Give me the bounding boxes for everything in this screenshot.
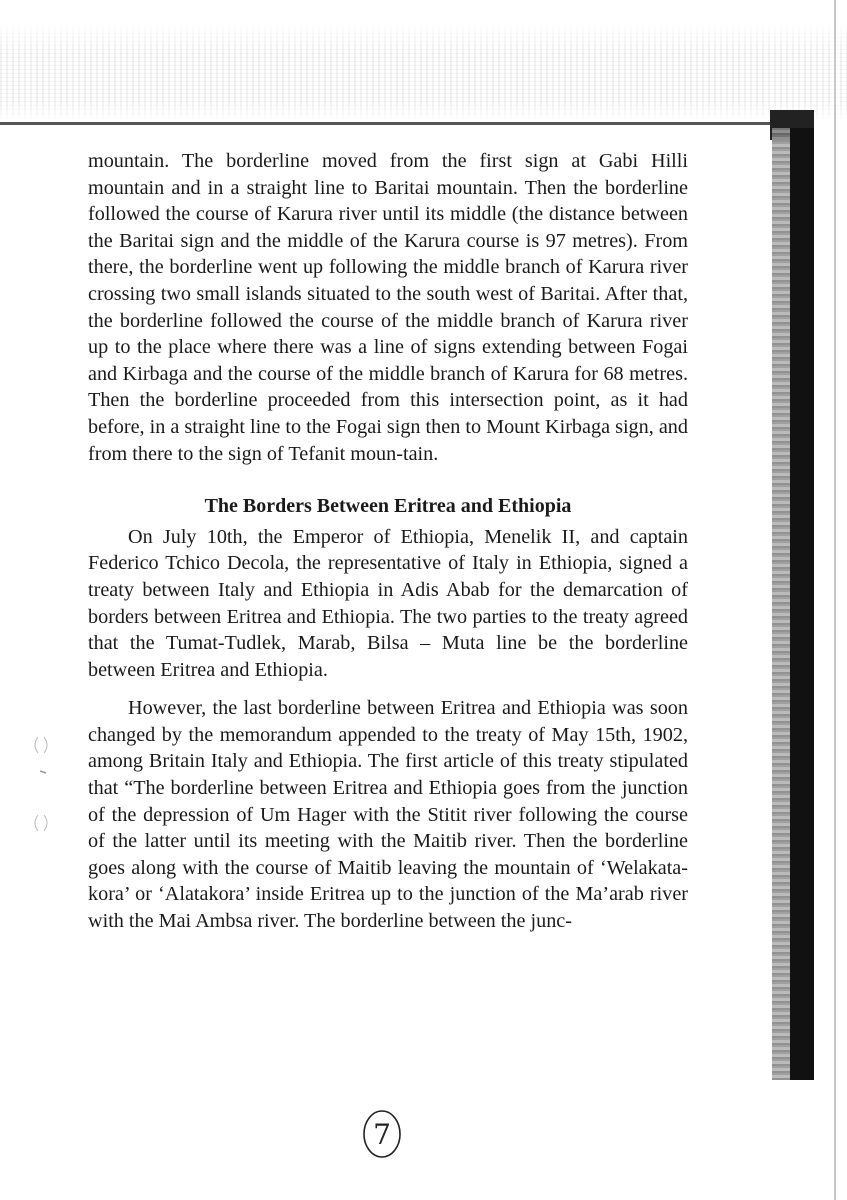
page-number-text: 7 bbox=[373, 1118, 391, 1151]
body-paragraph-3: However, the last borderline between Eritrea and Ethiopia was soon changed by the memorandum appended to the treaty of May 15th, 1902, among Britain Italy and Ethiopia. The first article of this treaty stipulated that “The borderline between Eritrea and Ethiopia goes from the junction of the depression of Um Hager with the Stitit river following the course of the latter until its meeting with the Maitib river. Then the borderline goes along with the course of Maitib leaving the mountain of ‘Welakata-kora’ or ‘Alatakora’ inside Eritrea up to the junction of the Ma’arab river with the Mai Ambsa river. The borderline between the junc- bbox=[88, 697, 688, 933]
page-edge-line bbox=[834, 0, 836, 1200]
scan-noise-band bbox=[0, 22, 847, 122]
binding-shadow-bar bbox=[790, 128, 814, 1080]
margin-marks bbox=[28, 735, 52, 835]
binding-edge-texture bbox=[772, 128, 790, 1080]
text-body bbox=[88, 148, 688, 935]
handwritten-page-number bbox=[358, 1106, 406, 1162]
top-rule bbox=[0, 122, 770, 125]
body-paragraph-2: On July 10th, the Emperor of Ethiopia, Menelik II, and captain Federico Tchico Decola, the representative of Italy in Ethiopia, signed a treaty between Italy and Ethiopia in Adis Abab for the demarcation of borders between Eritrea and Ethiopia. The two parties to the treaty agreed that the Tumat-Tudlek, Marab, Bilsa – Muta line be the borderline between Eritrea and Ethiopia. bbox=[88, 525, 688, 681]
body-paragraph-1: mountain. The borderline moved from the first sign at Gabi Hilli mountain and in a straight line to Baritai mountain. Then the borderline followed the course of Karura river until its middle (the distance between the Baritai sign and the middle of the Karura course is 97 metres). From there, the borderline went up following the middle branch of Karura river crossing two small islands situated to the south west of Baritai. After that, the borderline followed the course of the middle branch of Karura river up to the place where there was a line of signs extending between Fogai and Kirbaga and the course of the middle branch of Karura for 68 metres. Then the borderline proceeded from this intersection point, as it had before, in a straight line to the Fogai sign then to Mount Kirbaga sign, and from there to the sign of Tefanit moun-tain. bbox=[88, 150, 688, 465]
section-heading: The Borders Between Eritrea and Ethiopia bbox=[204, 495, 572, 518]
